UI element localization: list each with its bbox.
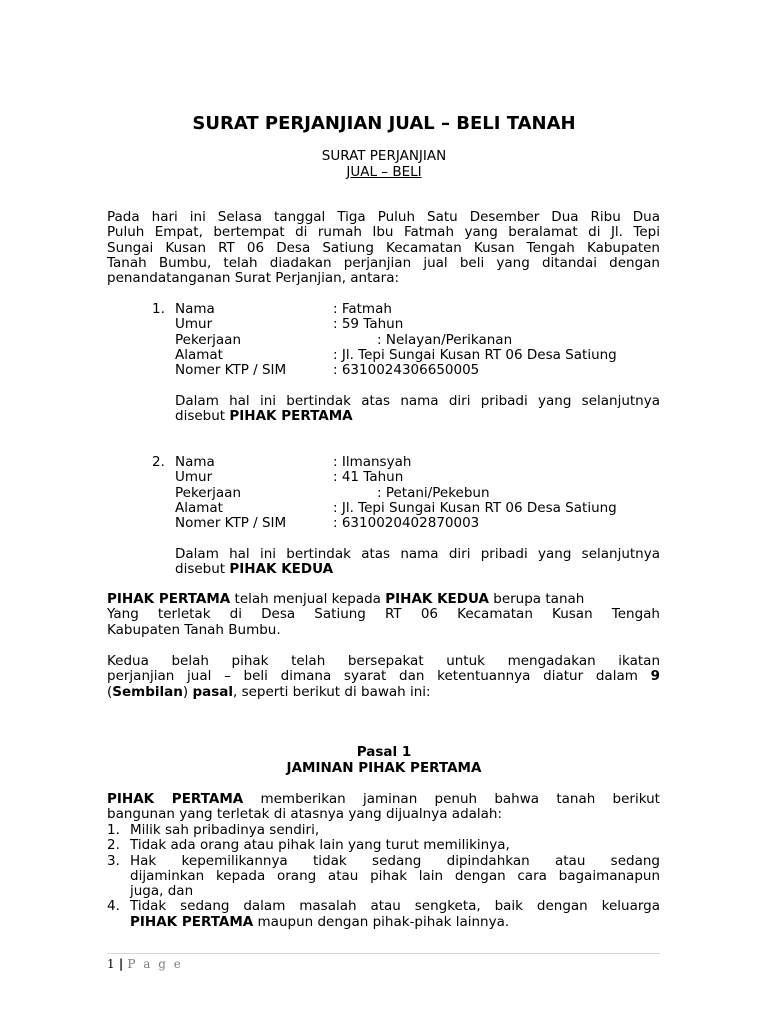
party-1-ktp: : 6310024306650005	[333, 362, 480, 379]
pasal-1-intro: PIHAK PERTAMA memberikan jaminan penuh bahwa tanah berikut bangunan yang terletak di atasnya yang dijualnya adalah:	[107, 791, 660, 823]
party-1-umur: : 59 Tahun	[333, 316, 404, 333]
page-label: P a g e	[127, 957, 183, 971]
party-2-umur: : 41 Tahun	[333, 469, 404, 486]
document-subtitle	[0, 149, 768, 180]
pasal-1-heading: Pasal 1	[356, 744, 412, 760]
party-2-nama: : Ilmansyah	[333, 454, 412, 470]
page-number: 1	[107, 957, 115, 971]
list-item: 4. Tidak sedang dalam masalah atau sengketa, baik dengan keluarga PIHAK PERTAMA maupun dengan pihak-pihak lainnya.	[107, 898, 660, 930]
document-title: SURAT PERJANJIAN JUAL – BELI TANAH	[192, 113, 576, 134]
party-1-note: Dalam hal ini bertindak atas nama diri pribadi yang selanjutnya disebut PIHAK PERTAMA	[175, 393, 660, 425]
page-footer: 1 | P a g e	[107, 957, 183, 971]
agreement-paragraph: Kedua belah pihak telah bersepakat untuk mengadakan ikatan perjanjian jual – beli dimana syarat dan ketentuannya diatur dalam 9 (Sembilan) pasal, seperti berikut di bawah ini:	[107, 653, 660, 700]
sale-paragraph: PIHAK PERTAMA telah menjual kepada PIHAK KEDUA berupa tanah Yang terletak di Desa Satiung RT 06 Kecamatan Kusan Tengah Kabupaten Tanah Bumbu.	[107, 591, 660, 638]
party-1-alamat: : Jl. Tepi Sungai Kusan RT 06 Desa Satiung	[333, 346, 617, 363]
label-nama: Nama	[175, 301, 215, 317]
pihak-kedua-label: PIHAK KEDUA	[229, 561, 334, 578]
party-2-number: 2.	[152, 454, 165, 470]
intro-paragraph: Pada hari ini Selasa tanggal Tiga Puluh Satu Desember Dua Ribu Dua Puluh Empat, bertempat di rumah Ibu Fatmah yang beralamat di Jl. Tepi Sungai Kusan RT 06 Desa Satiung Kecamatan Kusan Tengah Kabupaten Tanah Bumbu, telah diadakan perjanjian jual beli yang ditandai dengan penandatanganan Surat Perjanjian, antara:	[107, 209, 660, 287]
list-item: 2. Tidak ada orang atau pihak lain yang turut memilikinya,	[107, 837, 510, 854]
party-2-ktp: : 6310020402870003	[333, 515, 480, 532]
party-1-pekerjaan: : Nelayan/Perikanan	[377, 331, 513, 348]
label-ktp: Nomer KTP / SIM	[175, 362, 287, 379]
label-umur: Umur	[175, 316, 213, 333]
footer-divider	[107, 953, 660, 954]
label-alamat: Alamat	[175, 346, 223, 363]
list-item: 1. Milik sah pribadinya sendiri,	[107, 822, 320, 838]
party-1-number: 1.	[152, 301, 165, 317]
pasal-1-subheading: JAMINAN PIHAK PERTAMA	[286, 760, 482, 776]
list-item: 3. Hak kepemilikannya tidak sedang dipindahkan atau sedang dijaminkan kepada orang atau pihak lain dengan cara bagaimanapun juga, dan	[107, 852, 660, 900]
party-2-note: Dalam hal ini bertindak atas nama diri pribadi yang selanjutnya disebut PIHAK KEDUA	[175, 546, 660, 578]
party-1-nama: : Fatmah	[333, 301, 392, 317]
subtitle-line-2: JUAL – BELI	[346, 163, 422, 180]
subtitle-line-1: SURAT PERJANJIAN	[321, 148, 447, 164]
party-2-details: 2. Nama : Ilmansyah Umur : 41 Tahun Pekerjaan : Petani/Pekebun Alamat : Jl. Tepi Sungai Kusan RT 06 Desa Satiung Nomer KTP / SIM : 6310020402870003	[152, 454, 617, 532]
party-1-details	[152, 302, 664, 378]
party-2-alamat: : Jl. Tepi Sungai Kusan RT 06 Desa Satiung	[333, 499, 617, 516]
label-pekerjaan: Pekerjaan	[175, 331, 242, 348]
pihak-pertama-label: PIHAK PERTAMA	[229, 408, 353, 425]
pasal-1-list	[107, 823, 660, 930]
party-2-pekerjaan: : Petani/Pekebun	[377, 484, 490, 501]
